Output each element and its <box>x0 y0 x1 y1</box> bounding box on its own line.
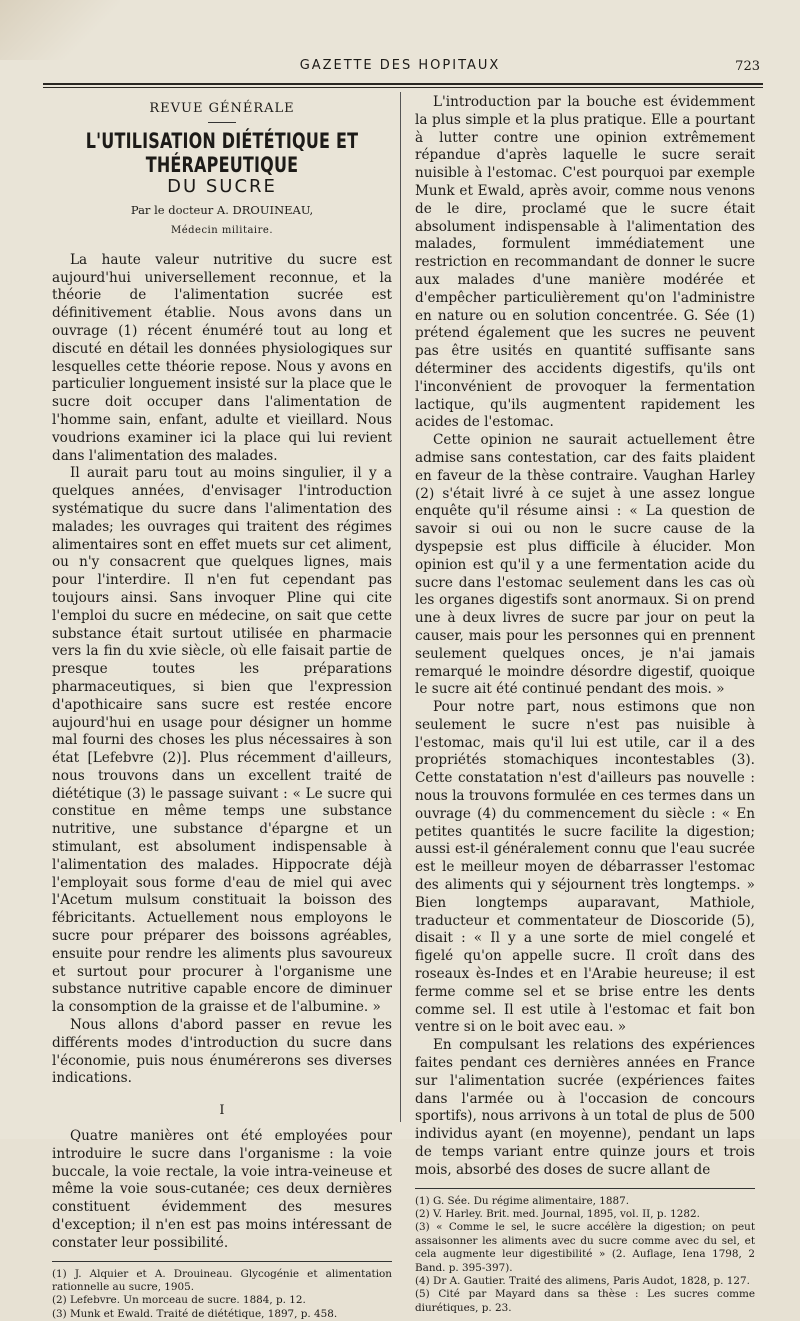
running-head <box>40 58 760 80</box>
footnote: (5) Cité par Mayard dans sa thèse : Les sucres comme diurétiques, p. 23. <box>415 1288 755 1314</box>
paragraph: En compulsant les relations des expériences faites pendant ces dernières années en France sur l'alimentation sucrée (expériences faites dans l'armée ou à l'occasion de concours sportifs), nous arrivons à un total de plus de 500 individus ayant (en moyenne), pendant un laps de temps variant entre quinze jours et trois mois, absorbé des doses de sucre allant de <box>415 1037 755 1178</box>
right-column <box>415 94 755 1315</box>
page-stain <box>0 0 120 60</box>
header-rule-thin <box>43 87 763 88</box>
paragraph: La haute valeur nutritive du sucre est aujourd'hui universellement reconnue, et la théorie de l'alimentation sucrée est définitivement établie. Nous avons dans un ouvrage (1) récent énuméré tout au long et discuté en détail les données physiologiques sur lesquelles cette théorie repose. Nous y avons en particulier longuement insisté sur la place que le sucre doit occuper dans l'alimentation de l'homme sain, enfant, adulte et vieillard. Nous voudrions examiner ici la place qui lui revient dans l'alimentation des malades. <box>52 251 392 464</box>
page-number: 723 <box>735 59 760 74</box>
footnote: (3) « Comme le sel, le sucre accélère la digestion; on peut assaisonner les aliments avec du sucre comme avec du sel, et cela augmente leur digestibilité » (2. Auflage, Iena 1798, 2 Band. p. 395-397). <box>415 1221 755 1274</box>
paragraph: Quatre manières ont été employées pour introduire le sucre dans l'organisme : la voie buccale, la voie rectale, la voie intra-veineuse et même la voie sous-cutanée; ces deux dernières constituent évidemment des mesures d'exception; il n'en est pas moins intéressant de constater leur possibilité. <box>52 1128 392 1251</box>
footnote: (3) Munk et Ewald. Traité de diététique, 1897, p. 458. <box>52 1307 338 1320</box>
header-rule-thick <box>43 83 763 85</box>
section-heading: I <box>219 1103 225 1119</box>
author-affiliation: Médecin militaire. <box>170 224 274 236</box>
footnote: (1) J. Alquier et A. Drouineau. Glycogénie et alimentation rationnelle au sucre, 1905. <box>52 1267 392 1294</box>
footnote: (2) V. Harley. Brit. med. Journal, 1895, vol. II, p. 1282. <box>415 1208 700 1221</box>
journal-title: GAZETTE DES HOPITAUX <box>299 58 501 73</box>
paragraph: Cette opinion ne saurait actuellement être admise sans contestation, car des faits plaident en faveur de la thèse contraire. Vaughan Harley (2) s'était livré à ce sujet à une assez longue enquête qu'il résume ainsi : « La question de savoir si oui ou non le sucre cause de la dyspepsie est plus difficile à élucider. Mon opinion est qu'il y a une fermentation acide du sucre dans l'estomac seulement dans les cas où les organes digestifs sont anormaux. Si on prend une à deux livres de sucre par jour on peut la causer, mais pour les personnes qui en prennent seulement quelques onces, je n'ai jamais remarqué le moindre désordre digestif, quoique le sucre ait été continué pendant des mois. » <box>415 432 755 698</box>
rubric-rule <box>208 122 236 123</box>
article-author: Par le docteur A. DROUINEAU, <box>130 203 314 218</box>
left-column <box>52 94 392 1321</box>
paragraph: Nous allons d'abord passer en revue les différents modes d'introduction du sucre dans l'économie, puis nous énumérerons ses diverses indications. <box>52 1017 392 1087</box>
footnote-rule <box>415 1188 755 1189</box>
footnote: (1) G. Sée. Du régime alimentaire, 1887. <box>415 1194 629 1207</box>
paragraph: Pour notre part, nous estimons que non seulement le sucre n'est pas nuisible à l'estomac, mais qu'il lui est utile, car il a des propriétés stomachiques incontestables (3). Cette constatation n'est d'ailleurs pas nouvelle : nous la trouvons formulée en ces termes dans un ouvrage (4) du commencement du siècle : « En petites quantités le sucre facilite la digestion; aussi est-il généralement connu que l'eau sucrée est le meilleur moyen de débarrasser l'estomac des aliments qui y séjournent très longtemps. » Bien longtemps auparavant, Mathiole, traducteur et commentateur de Dioscoride (5), disait : « Il y a une sorte de miel congelé et figelé qu'on appelle sucre. Il croît dans des roseaux ès-Indes et en l'Arabie heureuse; il est ferme comme sel et se brise entre les dents comme sel. Il est utile à l'estomac et fait bon ventre si on le boit avec eau. » <box>415 699 755 1036</box>
paragraph: Il aurait paru tout au moins singulier, il y a quelques années, d'envisager l'introduction systématique du sucre dans l'alimentation des malades; les ouvrages qui traitent des régimes alimentaires sont en effet muets sur cet aliment, ou n'y consacrent que quelques lignes, mais pour l'interdire. Il n'en fut cependant pas toujours ainsi. Sans invoquer Pline qui cite l'emploi du sucre en médecine, on sait que cette substance était surtout utilisée en pharmacie vers la fin du xvie siècle, où elle faisait partie de presque toutes les préparations pharmaceutiques, si bien que l'expression d'apothicaire sans sucre est restée encore aujourd'hui en usage pour désigner un homme mal fourni des choses les plus nécessaires à son état [Lefebvre (2)]. Plus récemment d'ailleurs, nous trouvons dans un excellent traité de diététique (3) le passage suivant : « Le sucre qui constitue en même temps une substance nutritive, une substance d'épargne et un stimulant, est absolument indispensable à l'alimentation des malades. Hippocrate déjà l'employait sous forme d'eau de miel qui avec l'Acetum mulsum constituait la boisson des fébricitants. Actuellement nous employons le sucre pour préparer des boissons agréables, ensuite pour rendre les aliments plus savoureux et surtout pour procurer à l'organisme une substance nutritive capable encore de diminuer la consomption de la graisse et de l'albumine. » <box>52 465 392 1016</box>
column-divider <box>400 92 401 1122</box>
article-subtitle: DU SUCRE <box>167 176 277 198</box>
paragraph: L'introduction par la bouche est évidemment la plus simple et la plus pratique. Elle a pourtant à lutter contre une opinion extrêmement répandue d'après laquelle le sucre serait nuisible à l'estomac. C'est pourquoi par exemple Munk et Ewald, après avoir, comme nous venons de le dire, proclamé que le sucre était absolument indispensable à l'alimentation des malades, formulent immédiatement une restriction en recommandant de donner le sucre aux malades d'une manière modérée et d'empêcher particulièrement qu'on l'administre en nature ou en solution concentrée. G. Sée (1) prétend également que les sucres ne peuvent pas être usités en quantité suffisante sans déterminer des accidents digestifs, qu'ils ont l'inconvénient de provoquer la fermentation lactique, qu'ils augmentent rapidement les acides de l'estomac. <box>415 94 755 431</box>
article-title: L'UTILISATION DIÉTÉTIQUE ET THÉRAPEUTIQUE <box>85 127 359 178</box>
footnote: (2) Lefebvre. Un morceau de sucre. 1884, p. 12. <box>52 1294 306 1307</box>
footnote-rule <box>52 1261 392 1262</box>
footnote: (4) Dr A. Gautier. Traité des alimens, Paris Audot, 1828, p. 127. <box>415 1275 750 1288</box>
article-rubric: REVUE GÉNÉRALE <box>149 101 295 116</box>
